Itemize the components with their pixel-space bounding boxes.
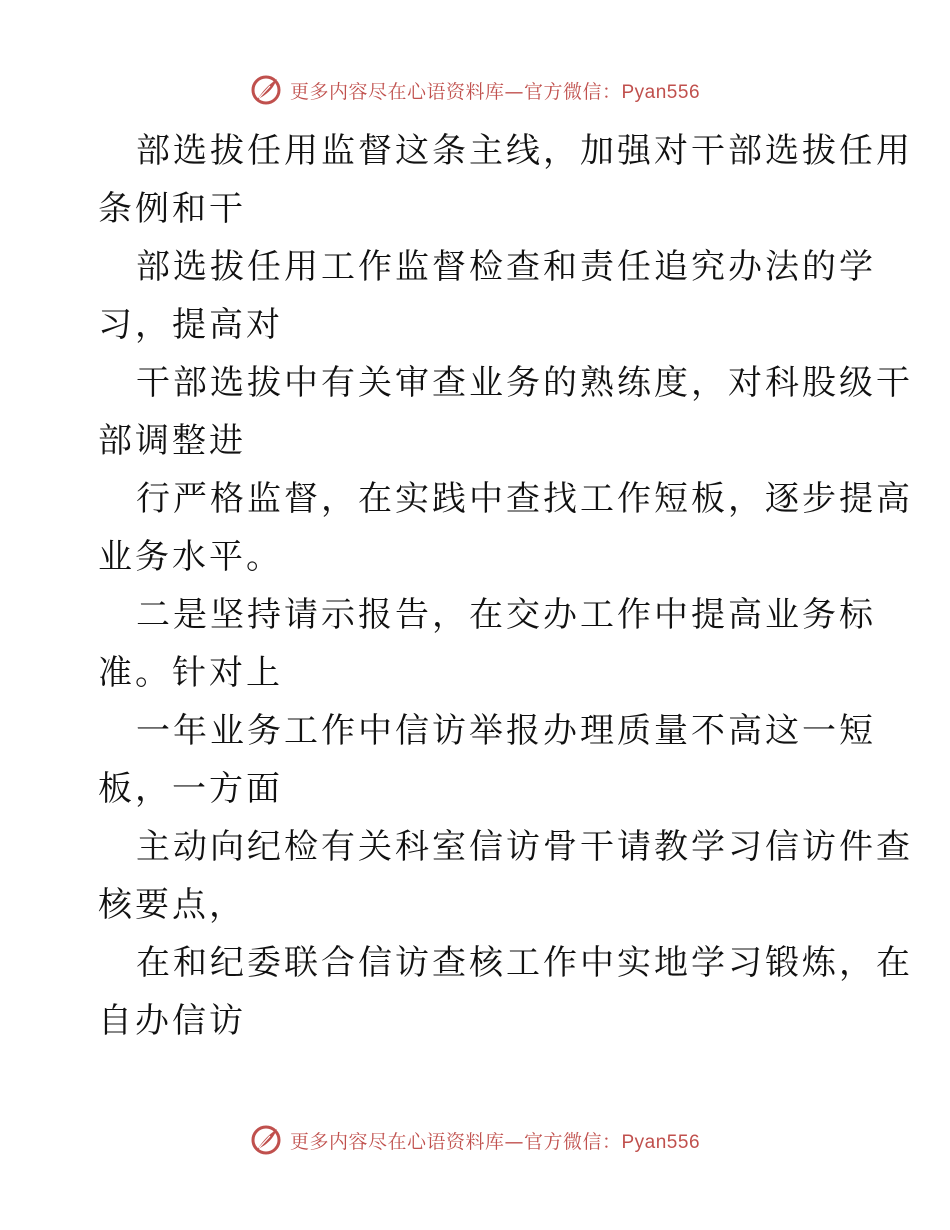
header-banner-text: 更多内容尽在心语资料库—官方微信：Pyan556: [289, 80, 701, 103]
text-line: 部选拔任用工作监督检查和责任追究办法的学: [136, 247, 876, 287]
text-line: 板，一方面: [98, 769, 283, 809]
text-line: 部调整进: [98, 421, 246, 461]
text-line: 业务水平。: [98, 537, 283, 577]
text-line: 主动向纪检有关科室信访骨干请教学习信访件查: [136, 827, 913, 867]
document-body: [98, 122, 913, 1050]
text-line: 准。针对上: [98, 653, 283, 693]
text-line: 习，提高对: [98, 305, 283, 345]
footer-banner-handle: Pyan556: [621, 1131, 701, 1153]
text-line: 行严格监督，在实践中查找工作短板，逐步提高: [136, 479, 913, 519]
text-line: 核要点，: [98, 885, 246, 925]
text-line: 在和纪委联合信访查核工作中实地学习锻炼，在: [136, 943, 913, 983]
footer-banner-text: 更多内容尽在心语资料库—官方微信：Pyan556: [289, 1130, 701, 1153]
header-banner: [0, 70, 950, 110]
header-banner-handle: Pyan556: [621, 81, 701, 103]
feather-pen-logo-icon: [250, 1124, 282, 1156]
feather-pen-logo-icon: [250, 74, 282, 106]
text-line: 一年业务工作中信访举报办理质量不高这一短: [136, 711, 876, 751]
text-line: 二是坚持请示报告，在交办工作中提高业务标: [136, 595, 876, 635]
text-line: 部选拔任用监督这条主线，加强对干部选拔任用: [136, 131, 913, 171]
text-line: 自办信访: [98, 1001, 246, 1041]
text-line: 干部选拔中有关审查业务的熟练度，对科股级干: [136, 363, 913, 403]
text-line: 条例和干: [98, 189, 246, 229]
footer-banner: [0, 1120, 950, 1160]
